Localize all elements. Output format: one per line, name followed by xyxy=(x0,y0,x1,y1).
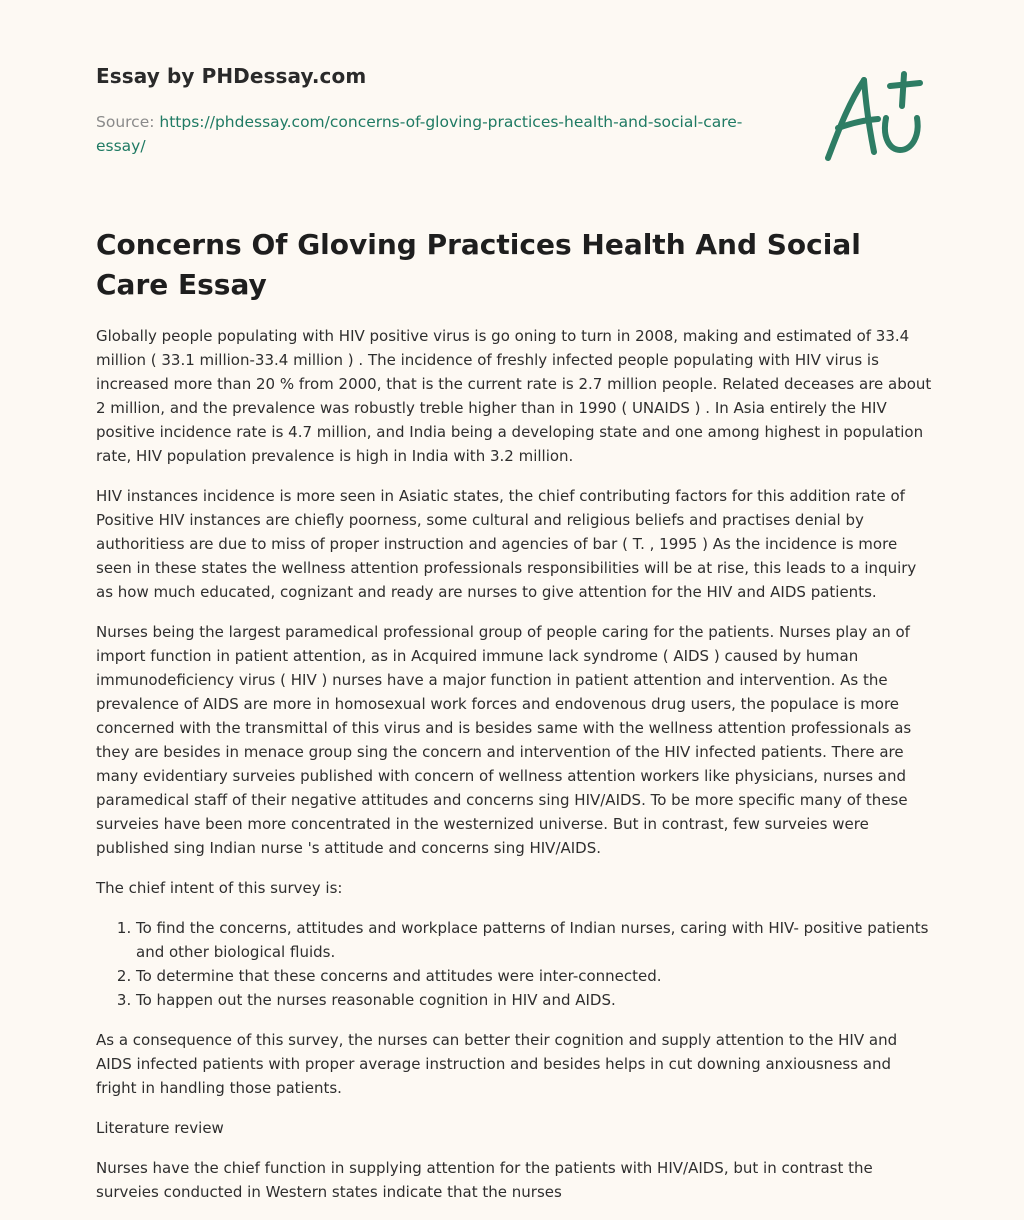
paragraph: HIV instances incidence is more seen in Asiatic states, the chief contributing factors for this addition rate of Positive HIV instances are chiefly poorness, some cultural and religious beliefs and practises denial by authoritiess are due to miss of proper instruction and agencies of bar ( T. , 1995 ) As the incidence is more seen in these states the wellness attention professionals responsibilities will be at rise, this leads to a inquiry as how much educated, cognizant and ready are nurses to give attention for the HIV and AIDS patients. xyxy=(96,487,917,601)
aims-list xyxy=(96,916,932,1012)
paragraph: Nurses have the chief function in supplying attention for the patients with HIV/AIDS, but in contrast the surveies conducted in Western states indicate that the nurses xyxy=(96,1159,873,1201)
source-label: Source: xyxy=(96,113,155,131)
section-heading: Literature review xyxy=(96,1119,224,1137)
paragraph: Globally people populating with HIV positive virus is go oning to turn in 2008, making and estimated of 33.4 million ( 33.1 million-33.4 million ) . The incidence of freshly infected people populating with HIV virus is increased more than 20 % from 2000, that is the current rate is 2.7 million people. Related deceases are about 2 million, and the prevalence was robustly treble higher than in 1990 ( UNAIDS ) . In Asia entirely the HIV positive incidence rate is 4.7 million, and India being a developing state and one among highest in population rate, HIV population prevalence is high in India with 3.2 million. xyxy=(96,327,932,465)
a-plus-logo-icon xyxy=(820,66,930,166)
list-item: 1. To find the concerns, attitudes and workplace patterns of Indian nurses, caring with HIV- positive patients and other biological fluids. xyxy=(136,916,932,964)
essay-title: Concerns Of Gloving Practices Health And Social Care Essay xyxy=(96,228,861,301)
paragraph: Nurses being the largest paramedical professional group of people caring for the patients. Nurses play an of import function in patient attention, as in Acquired immune lack syndrome ( AIDS ) caused by human immunodeficiency virus ( HIV ) nurses have a major function in patient attention and intervention. As the prevalence of AIDS are more in homosexual work forces and endovenous drug users, the populace is more concerned with the transmittal of this virus and is besides same with the wellness attention professionals as they are besides in menace group sing the concern and intervention of the HIV infected patients. There are many evidentiary surveies published with concern of wellness attention workers like physicians, nurses and paramedical staff of their negative attitudes and concerns sing HIV/AIDS. To be more specific many of these surveies have been more concentrated in the westernized universe. But in contrast, few surveies were published sing Indian nurse 's attitude and concerns sing HIV/AIDS. xyxy=(96,623,912,857)
list-item: 3. To happen out the nurses reasonable cognition in HIV and AIDS. xyxy=(136,988,932,1012)
paragraph: The chief intent of this survey is: xyxy=(96,879,343,897)
source-line xyxy=(96,110,776,158)
paragraph: As a consequence of this survey, the nurses can better their cognition and supply attention to the HIV and AIDS infected patients with proper average instruction and besides helps in cut downing anxiousness and fright in handling those patients. xyxy=(96,1031,898,1097)
list-item: 2. To determine that these concerns and attitudes were inter-connected. xyxy=(136,964,932,988)
site-title: Essay by PHDessay.com xyxy=(96,64,367,88)
essay-body xyxy=(96,324,932,1220)
source-link[interactable]: https://phdessay.com/concerns-of-gloving-practices-health-and-social-care-essay/ xyxy=(96,113,743,155)
